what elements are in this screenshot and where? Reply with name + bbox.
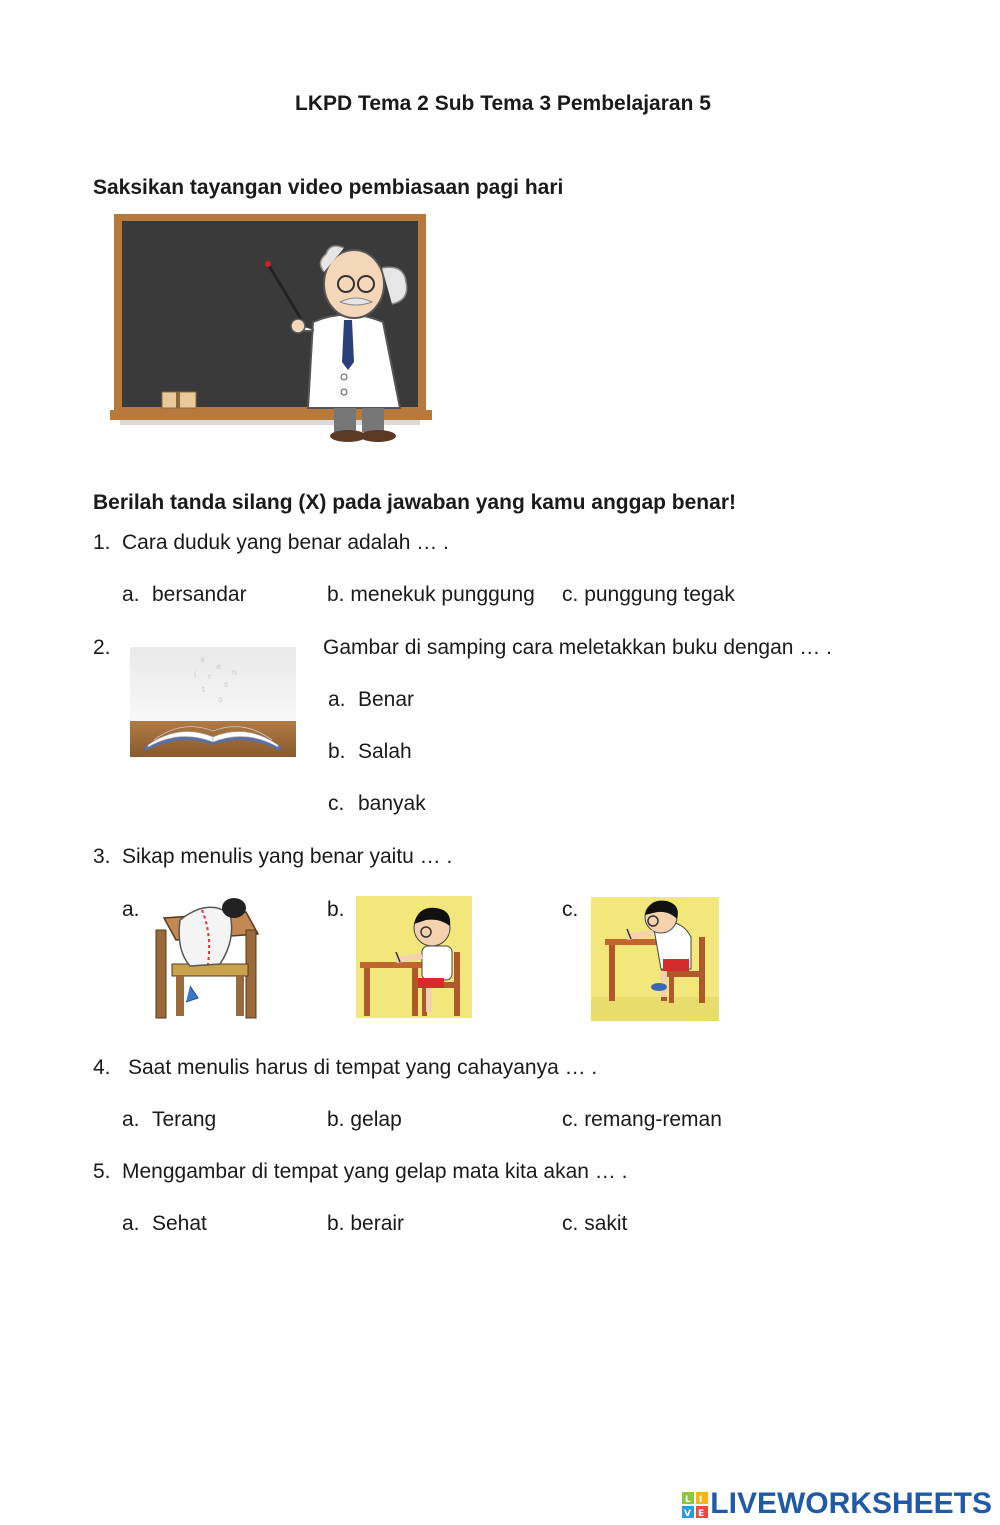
question-3-number: 3. (93, 845, 111, 868)
question-5-number: 5. (93, 1160, 111, 1183)
option-text: berair (350, 1212, 405, 1235)
option-letter: a. (122, 1212, 140, 1235)
svg-text:i: i (194, 670, 197, 679)
question-3-option-a-letter[interactable]: a. (122, 898, 140, 921)
svg-text:o: o (218, 695, 223, 704)
option-letter: a. (122, 1108, 140, 1131)
option-letter: c. (562, 583, 579, 606)
question-2-option-a[interactable] (328, 687, 414, 713)
question-4-text: Saat menulis harus di tempat yang cahayanya … . (128, 1056, 598, 1079)
option-text: Benar (358, 688, 415, 711)
option-text: Salah (358, 740, 412, 763)
question-5-option-a[interactable] (122, 1211, 207, 1237)
option-letter: a. (122, 583, 140, 606)
svg-text:V: V (684, 1509, 692, 1519)
question-4-option-b[interactable] (327, 1107, 402, 1133)
question-5-option-b[interactable] (327, 1211, 404, 1237)
svg-text:s: s (224, 680, 229, 689)
liveworksheets-logo (682, 1487, 992, 1521)
liveworksheets-logo-text: LIVEWORKSHEETS (710, 1487, 992, 1520)
question-5-text: Menggambar di tempat yang gelap mata kita akan … . (122, 1160, 628, 1183)
question-2-option-c[interactable] (328, 791, 426, 817)
page-title: LKPD Tema 2 Sub Tema 3 Pembelajaran 5 (295, 92, 711, 115)
svg-text:a: a (200, 655, 205, 664)
question-instruction: Berilah tanda silang (X) pada jawaban yang kamu anggap benar! (93, 491, 736, 514)
option-letter: b. (327, 1108, 345, 1131)
option-letter: b. (328, 740, 346, 763)
option-text: sakit (584, 1212, 628, 1235)
question-1-text: Cara duduk yang benar adalah … . (122, 531, 449, 554)
question-1-option-a[interactable] (122, 582, 247, 608)
video-instruction: Saksikan tayangan video pembiasaan pagi hari (93, 176, 564, 199)
option-text: menekuk punggung (350, 583, 535, 606)
option-letter: b. (327, 1212, 345, 1235)
hunched-writing-image[interactable] (150, 890, 262, 1022)
question-4-number: 4. (93, 1056, 111, 1079)
upright-writing-image[interactable] (356, 896, 472, 1018)
option-text: bersandar (152, 583, 247, 606)
option-text: Sehat (152, 1212, 207, 1235)
teacher-chalkboard-image (108, 212, 438, 452)
svg-text:I: I (699, 1495, 703, 1506)
option-letter: c. (328, 792, 345, 815)
question-3-option-b-letter[interactable]: b. (327, 898, 345, 921)
option-text: remang-reman (584, 1108, 722, 1131)
svg-text:E: E (698, 1509, 705, 1519)
svg-text:L: L (685, 1495, 692, 1506)
question-4-option-c[interactable] (562, 1107, 722, 1133)
svg-text:n: n (232, 668, 238, 677)
liveworksheets-logo-icon (682, 1492, 708, 1518)
open-book-image (130, 647, 296, 757)
svg-text:e: e (216, 662, 221, 671)
option-text: banyak (358, 792, 426, 815)
option-letter: b. (327, 583, 345, 606)
question-2-text: Gambar di samping cara meletakkan buku dengan … . (323, 636, 832, 659)
question-2-number: 2. (93, 636, 111, 659)
option-letter: c. (562, 1108, 579, 1131)
option-letter: a. (328, 688, 346, 711)
svg-text:r: r (208, 672, 212, 681)
question-2-option-b[interactable] (328, 739, 412, 765)
question-5-option-c[interactable] (562, 1211, 627, 1237)
question-3-text: Sikap menulis yang benar yaitu … . (122, 845, 453, 868)
option-text: Terang (152, 1108, 217, 1131)
question-1-number: 1. (93, 531, 111, 554)
option-letter: c. (562, 1212, 579, 1235)
question-1-option-b[interactable] (327, 582, 535, 608)
bent-writing-image[interactable] (591, 897, 719, 1021)
question-3-option-c-letter[interactable]: c. (562, 898, 579, 921)
question-1-option-c[interactable] (562, 582, 735, 608)
svg-text:t: t (202, 685, 206, 694)
option-text: punggung tegak (584, 583, 735, 606)
question-4-option-a[interactable] (122, 1107, 216, 1133)
option-text: gelap (350, 1108, 402, 1131)
